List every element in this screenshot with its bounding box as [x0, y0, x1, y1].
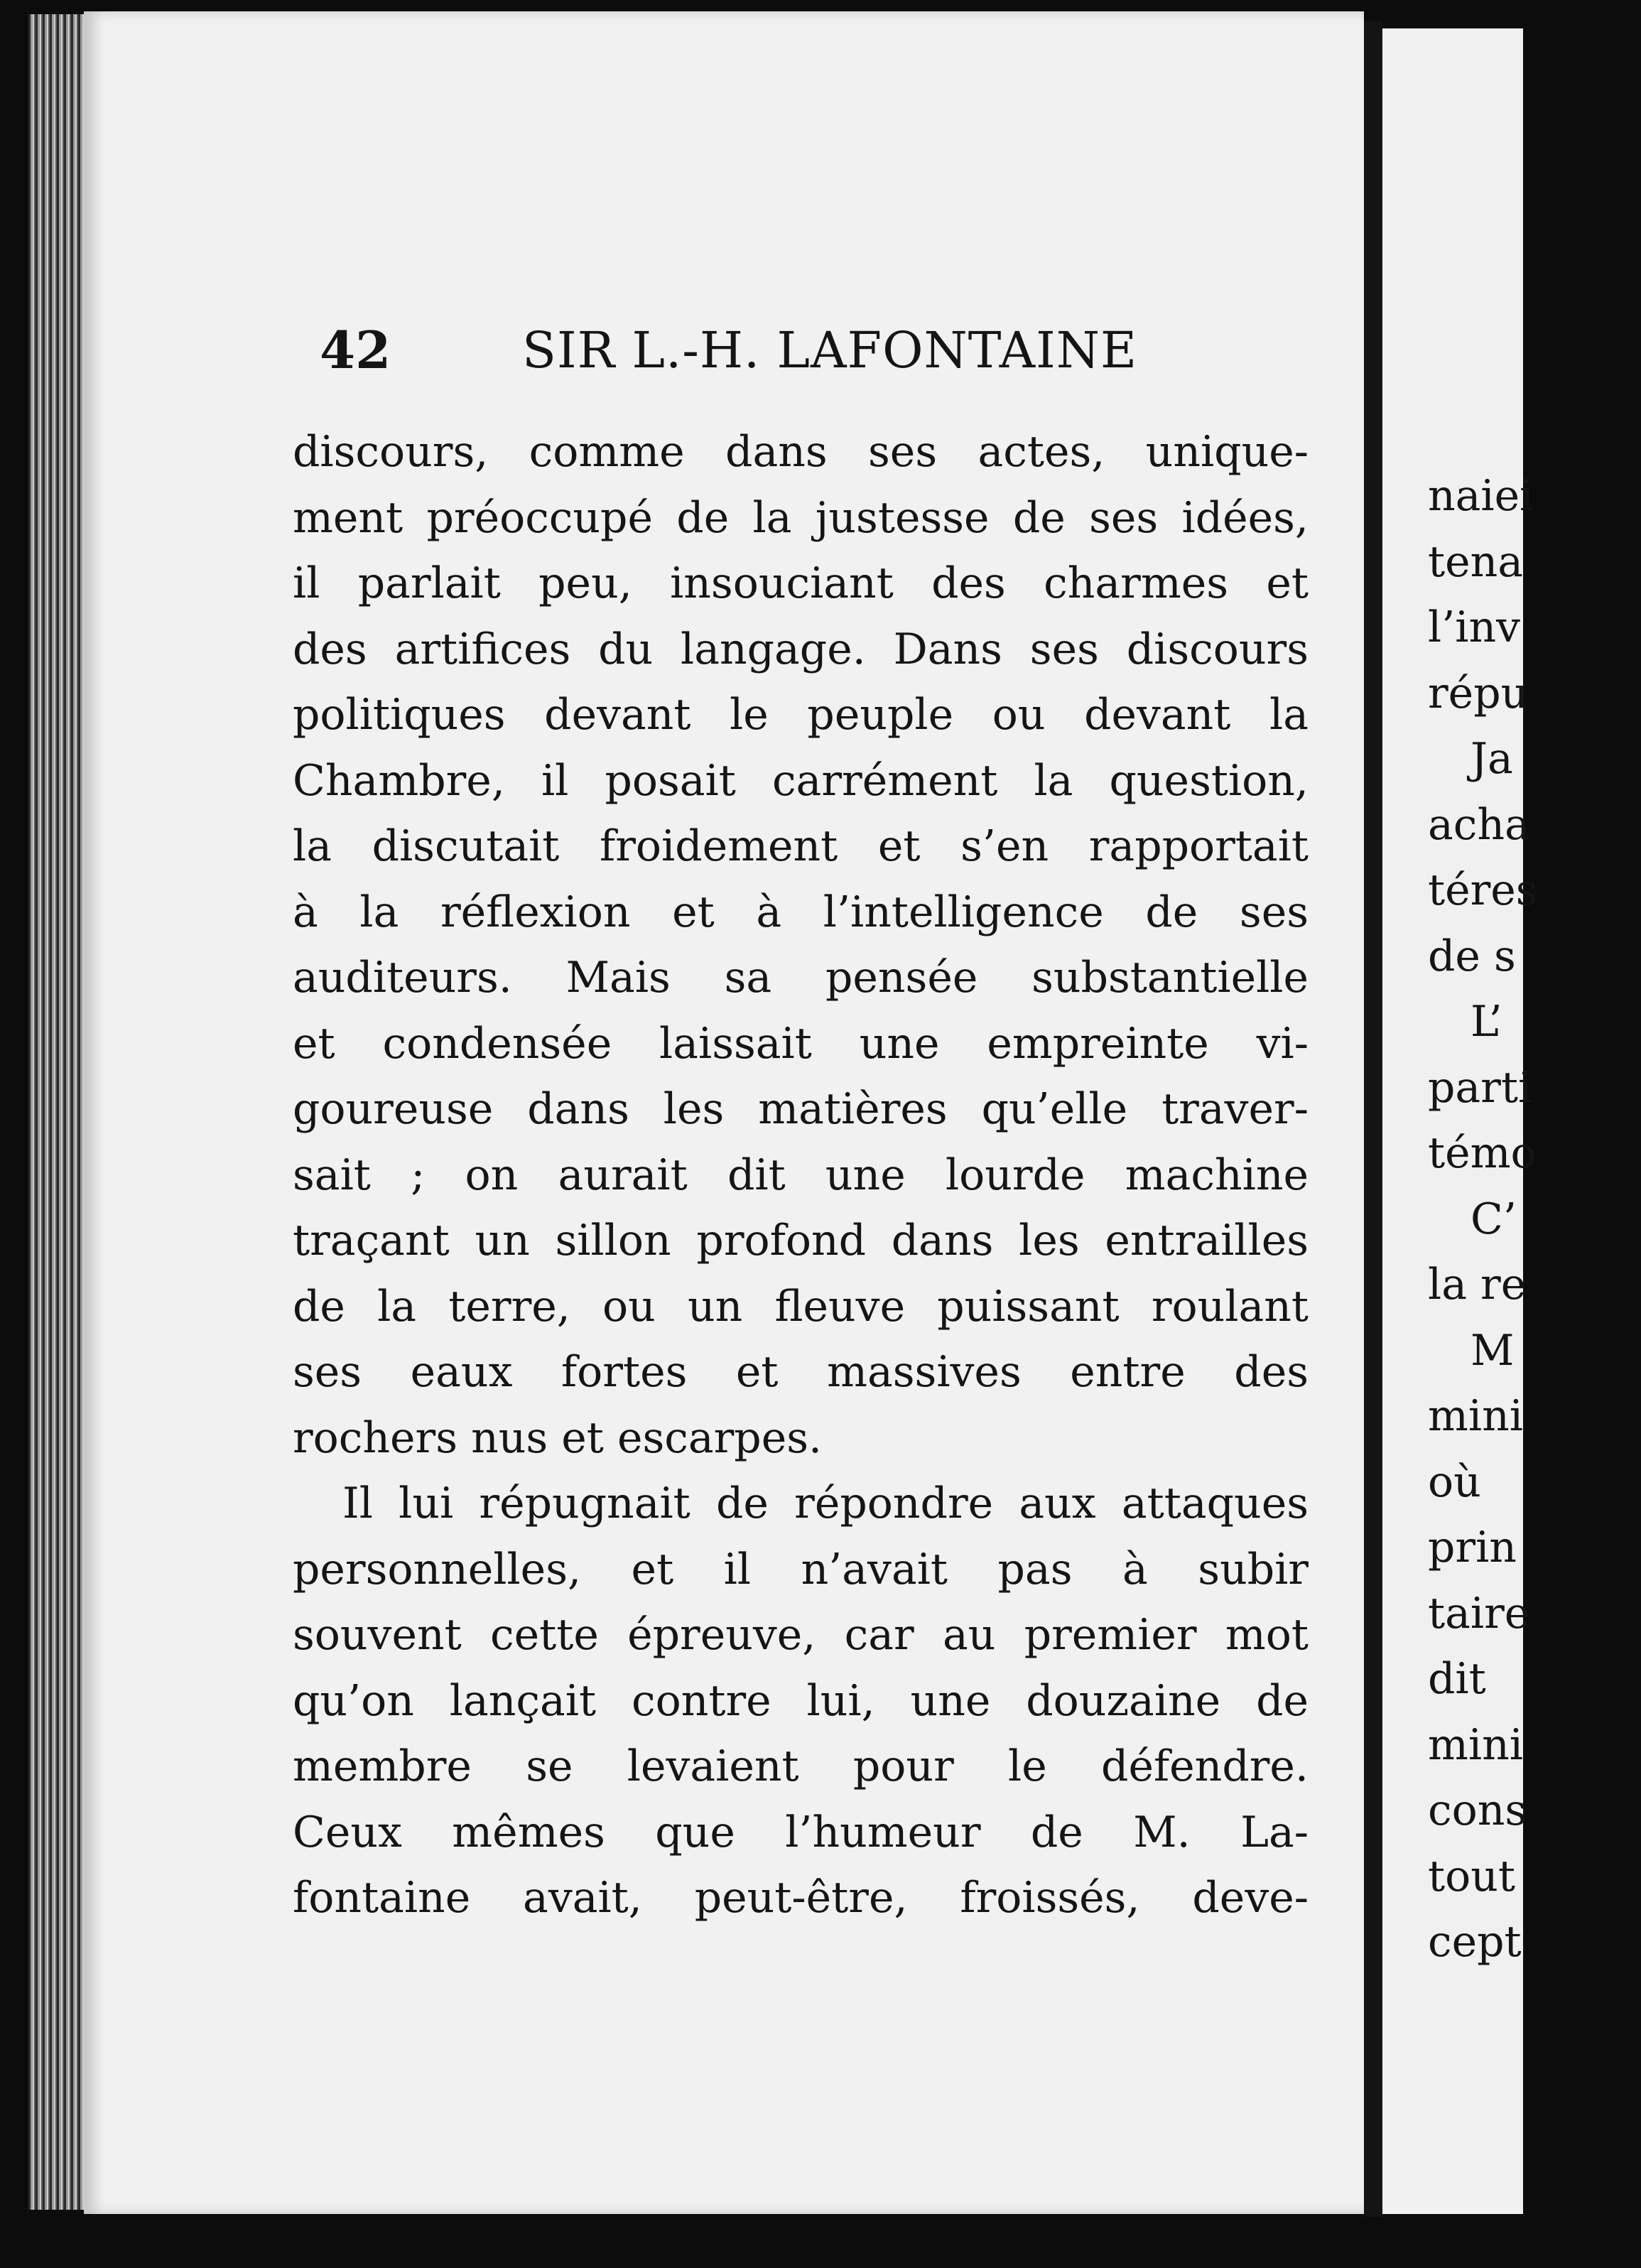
facing-page — [1382, 28, 1538, 2214]
page-number: 42 — [320, 320, 391, 380]
text-line: rochers nus et escarpes. — [293, 1413, 823, 1463]
facing-text-line: acha — [1428, 799, 1530, 850]
facing-text-line: mini — [1428, 1391, 1523, 1441]
facing-text-line: la re — [1428, 1260, 1527, 1310]
facing-text-line: où — [1428, 1457, 1481, 1507]
facing-text-line: L’ — [1471, 997, 1502, 1047]
running-head — [320, 318, 1336, 382]
text-line: des artifices du langage. Dans ses discours — [293, 624, 1309, 674]
text-line: la discutait froidement et s’en rapportait — [293, 821, 1309, 871]
facing-page-text — [1428, 463, 1641, 1975]
text-line: Ceux mêmes que l’humeur de M. La- — [293, 1807, 1309, 1857]
facing-text-line: dit — [1428, 1654, 1486, 1704]
body-text — [293, 419, 1309, 1931]
text-line: qu’on lançait contre lui, une douzaine de — [293, 1675, 1309, 1726]
book-gutter — [1364, 21, 1382, 2217]
page-edge-stack — [28, 14, 92, 2210]
text-line: Il lui répugnait de répondre aux attaques — [342, 1479, 1309, 1528]
text-line: souvent cette épreuve, car au premier mot — [293, 1610, 1309, 1660]
facing-text-line: tena — [1428, 536, 1524, 587]
text-line: à la réflexion et à l’intelligence de ses — [293, 887, 1309, 937]
text-line: traçant un sillon profond dans les entrailles — [293, 1216, 1309, 1265]
facing-text-line: mini — [1428, 1719, 1523, 1770]
text-line: membre se levaient pour le défendre. — [293, 1742, 1309, 1791]
text-line: discours, comme dans ses actes, unique- — [293, 427, 1309, 477]
text-line: politiques devant le peuple ou devant la — [293, 690, 1309, 740]
text-line: sait ; on aurait dit une lourde machine — [293, 1150, 1309, 1200]
facing-text-line: prin — [1428, 1523, 1517, 1572]
facing-text-line: répu — [1428, 668, 1529, 718]
running-title: SIR L.-H. LAFONTAINE — [522, 321, 1138, 379]
text-line: goureuse dans les matières qu’elle traver- — [293, 1084, 1309, 1134]
facing-text-line: C’ — [1471, 1194, 1517, 1244]
text-line: de la terre, ou un fleuve puissant roulant — [293, 1281, 1309, 1332]
facing-text-line: tout — [1428, 1851, 1515, 1901]
facing-text-line: M — [1471, 1325, 1515, 1376]
facing-text-line: taire — [1428, 1588, 1530, 1638]
facing-text-line: téres — [1428, 865, 1538, 915]
text-line: Chambre, il posait carrément la question, — [293, 755, 1309, 806]
facing-text-line: cons — [1428, 1786, 1527, 1835]
text-line: ment préoccupé de la justesse de ses idées, — [293, 492, 1309, 543]
facing-text-line: témo — [1428, 1128, 1537, 1178]
facing-text-line: cept — [1428, 1917, 1522, 1967]
facing-text-line: parti — [1428, 1062, 1532, 1113]
text-line: personnelles, et il n’avait pas à subir — [293, 1544, 1309, 1594]
facing-text-line: de s — [1428, 931, 1516, 981]
facing-text-line: l’inv — [1428, 603, 1520, 652]
facing-text-line: Ja — [1471, 734, 1513, 784]
facing-text-line: naiei — [1428, 471, 1534, 521]
text-line: auditeurs. Mais sa pensée substantielle — [293, 953, 1309, 1003]
text-line: et condensée laissait une empreinte vi- — [293, 1018, 1309, 1069]
text-line: fontaine avait, peut-être, froissés, deve- — [293, 1873, 1309, 1923]
text-line: il parlait peu, insouciant des charmes et — [293, 558, 1309, 608]
text-line: ses eaux fortes et massives entre des — [293, 1347, 1309, 1397]
